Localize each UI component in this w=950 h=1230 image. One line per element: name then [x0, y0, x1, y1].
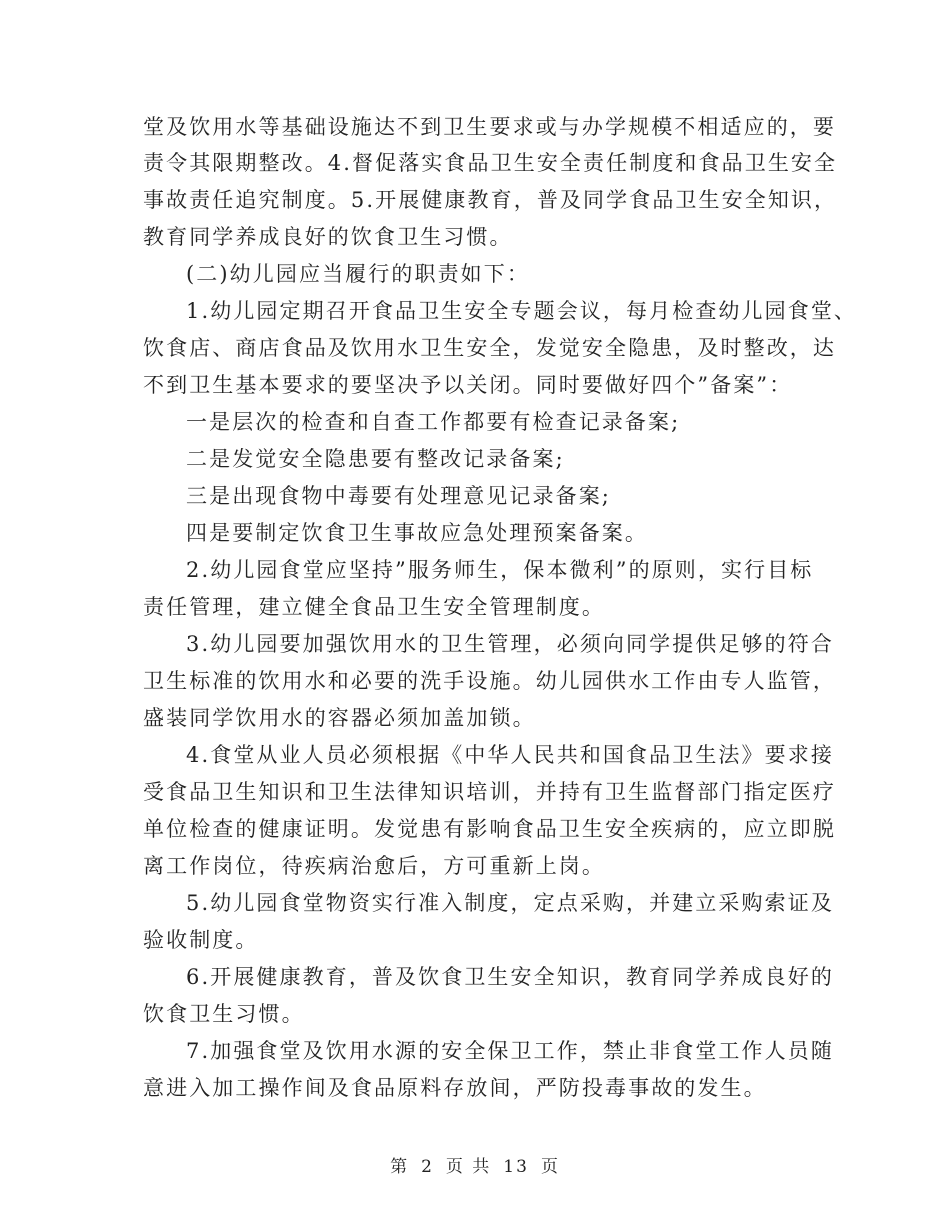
paragraph-line: 事故责任追究制度。5.开展健康教育，普及同学食品卫生安全知识， — [143, 188, 838, 212]
paragraph-line: 饮食卫生习惯。 — [143, 1002, 305, 1026]
paragraph-line: 二是发觉安全隐患要有整改记录备案; — [186, 447, 565, 471]
paragraph-line: 7.加强食堂及饮用水源的安全保卫工作，禁止非食堂工作人员随 — [186, 1039, 834, 1063]
paragraph-line: 卫生标准的饮用水和必要的洗手设施。幼儿园供水工作由专人监管， — [143, 669, 836, 693]
paragraph-line: 6.开展健康教育，普及饮食卫生安全知识，教育同学养成良好的 — [186, 965, 834, 989]
paragraph-line: 饮食店、商店食品及饮用水卫生安全，发觉安全隐患，及时整改，达 — [143, 336, 836, 360]
section-heading: (二)幼儿园应当履行的职责如下： — [186, 262, 530, 286]
paragraph-line: 一是层次的检查和自查工作都要有检查记录备案; — [186, 410, 681, 434]
paragraph-line: 责令其限期整改。4.督促落实食品卫生安全责任制度和食品卫生安全 — [143, 151, 838, 175]
paragraph-line: 意进入加工操作间及食品原料存放间，严防投毒事故的发生。 — [143, 1076, 767, 1100]
paragraph-line: 责任管理，建立健全食品卫生安全管理制度。 — [143, 595, 605, 619]
paragraph-line: 2.幼儿园食堂应坚持”服务师生，保本微利”的原则，实行目标 — [186, 558, 814, 582]
paragraph-line: 盛装同学饮用水的容器必须加盖加锁。 — [143, 706, 536, 730]
paragraph-line: 离工作岗位，待疾病治愈后，方可重新上岗。 — [143, 854, 605, 878]
paragraph-line: 5.幼儿园食堂物资实行准入制度，定点采购，并建立采购索证及 — [186, 891, 834, 915]
total-pages: 13 — [503, 1157, 529, 1177]
paragraph-line: 3.幼儿园要加强饮用水的卫生管理，必须向同学提供足够的符合 — [186, 632, 834, 656]
paragraph-line: 四是要制定饮食卫生事故应急处理预案备案。 — [186, 521, 648, 545]
paragraph-line: 堂及饮用水等基础设施达不到卫生要求或与办学规模不相适应的，要 — [143, 115, 836, 139]
paragraph-line: 教育同学养成良好的饮食卫生习惯。 — [143, 225, 513, 249]
paragraph-line: 1.幼儿园定期召开食品卫生安全专题会议，每月检查幼儿园食堂、 — [186, 299, 858, 323]
paragraph-line: 验收制度。 — [143, 928, 259, 952]
paragraph-line: 不到卫生基本要求的要坚决予以关闭。同时要做好四个”备案”： — [143, 373, 793, 397]
page-label-suffix: 页 — [540, 1157, 560, 1177]
page-footer — [0, 1152, 950, 1177]
paragraph-line: 三是出现食物中毒要有处理意见记录备案; — [186, 484, 611, 508]
paragraph-line: 单位检查的健康证明。发觉患有影响食品卫生安全疾病的，应立即脱 — [143, 817, 836, 841]
page-label-prefix: 第 — [390, 1157, 410, 1177]
page-number: 2 — [421, 1157, 434, 1177]
page-label-mid: 页 共 — [445, 1157, 492, 1177]
paragraph-line: 受食品卫生知识和卫生法律知识培训，并持有卫生监督部门指定医疗 — [143, 780, 836, 804]
paragraph-line: 4.食堂从业人员必须根据《中华人民共和国食品卫生法》要求接 — [186, 743, 834, 767]
